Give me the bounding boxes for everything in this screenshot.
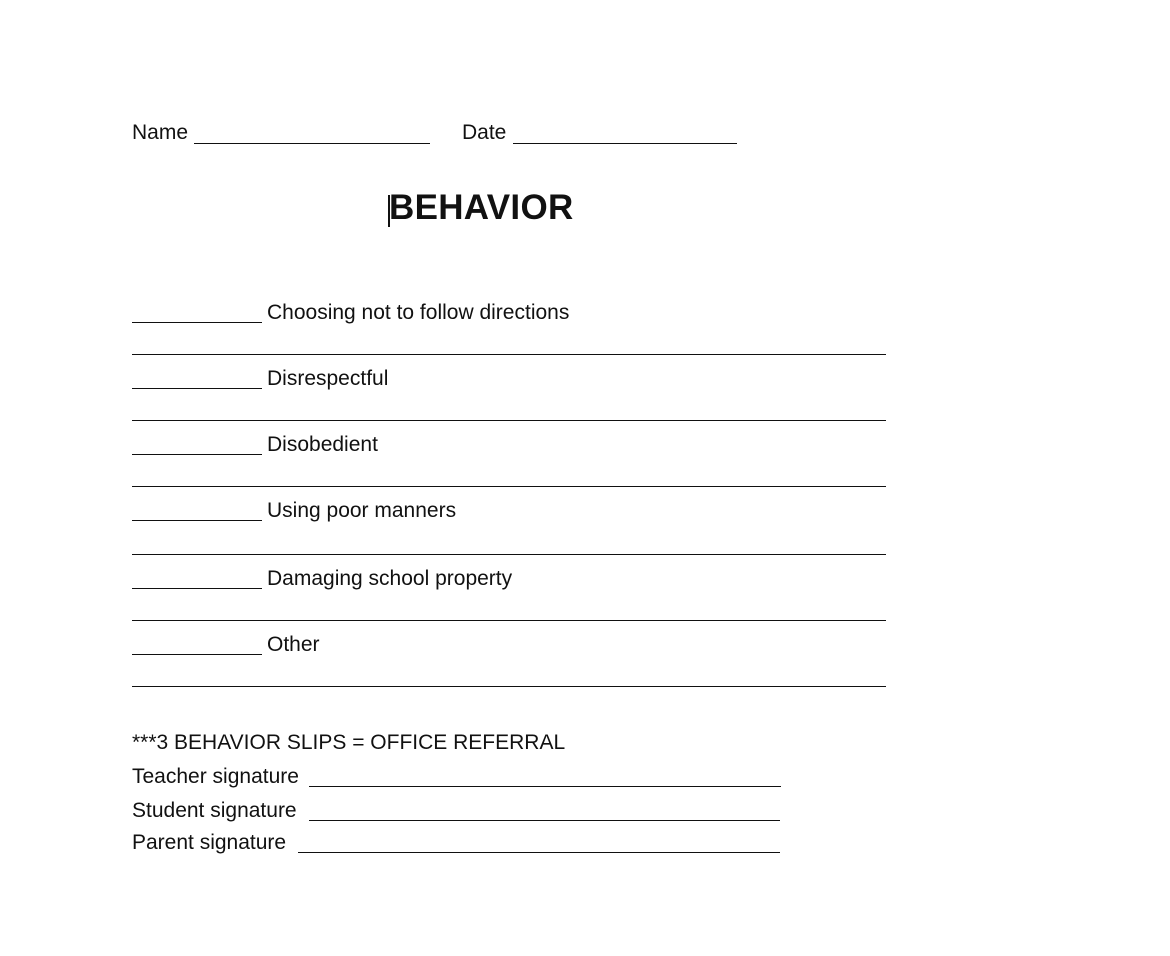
behavior-check-line[interactable] [132, 454, 262, 455]
behavior-label: Disobedient [267, 433, 378, 456]
behavior-notes-line[interactable] [132, 620, 886, 621]
behavior-check-line[interactable] [132, 654, 262, 655]
behavior-notes-line[interactable] [132, 354, 886, 355]
teacher-signature-label: Teacher signature [132, 765, 299, 788]
office-referral-notice: ***3 BEHAVIOR SLIPS = OFFICE REFERRAL [132, 731, 566, 754]
behavior-label: Damaging school property [267, 567, 513, 590]
behavior-check-line[interactable] [132, 588, 262, 589]
behavior-label: Disrespectful [267, 367, 389, 390]
behavior-label: Using poor manners [267, 499, 457, 522]
behavior-notes-line[interactable] [132, 420, 886, 421]
name-blank-line[interactable] [194, 143, 430, 144]
behavior-label: Choosing not to follow directions [267, 301, 570, 324]
behavior-label: Other [267, 633, 320, 656]
page-title: BEHAVIOR [389, 188, 574, 227]
name-label: Name [132, 121, 189, 144]
parent-signature-label: Parent signature [132, 831, 287, 854]
behavior-check-line[interactable] [132, 388, 262, 389]
behavior-check-line[interactable] [132, 520, 262, 521]
parent-signature-line[interactable] [298, 852, 780, 853]
student-signature-label: Student signature [132, 799, 297, 822]
behavior-notes-line[interactable] [132, 486, 886, 487]
date-blank-line[interactable] [513, 143, 737, 144]
behavior-check-line[interactable] [132, 322, 262, 323]
behavior-notes-line[interactable] [132, 686, 886, 687]
student-signature-line[interactable] [309, 820, 780, 821]
behavior-notes-line[interactable] [132, 554, 886, 555]
teacher-signature-line[interactable] [309, 786, 781, 787]
date-label: Date [462, 121, 507, 144]
